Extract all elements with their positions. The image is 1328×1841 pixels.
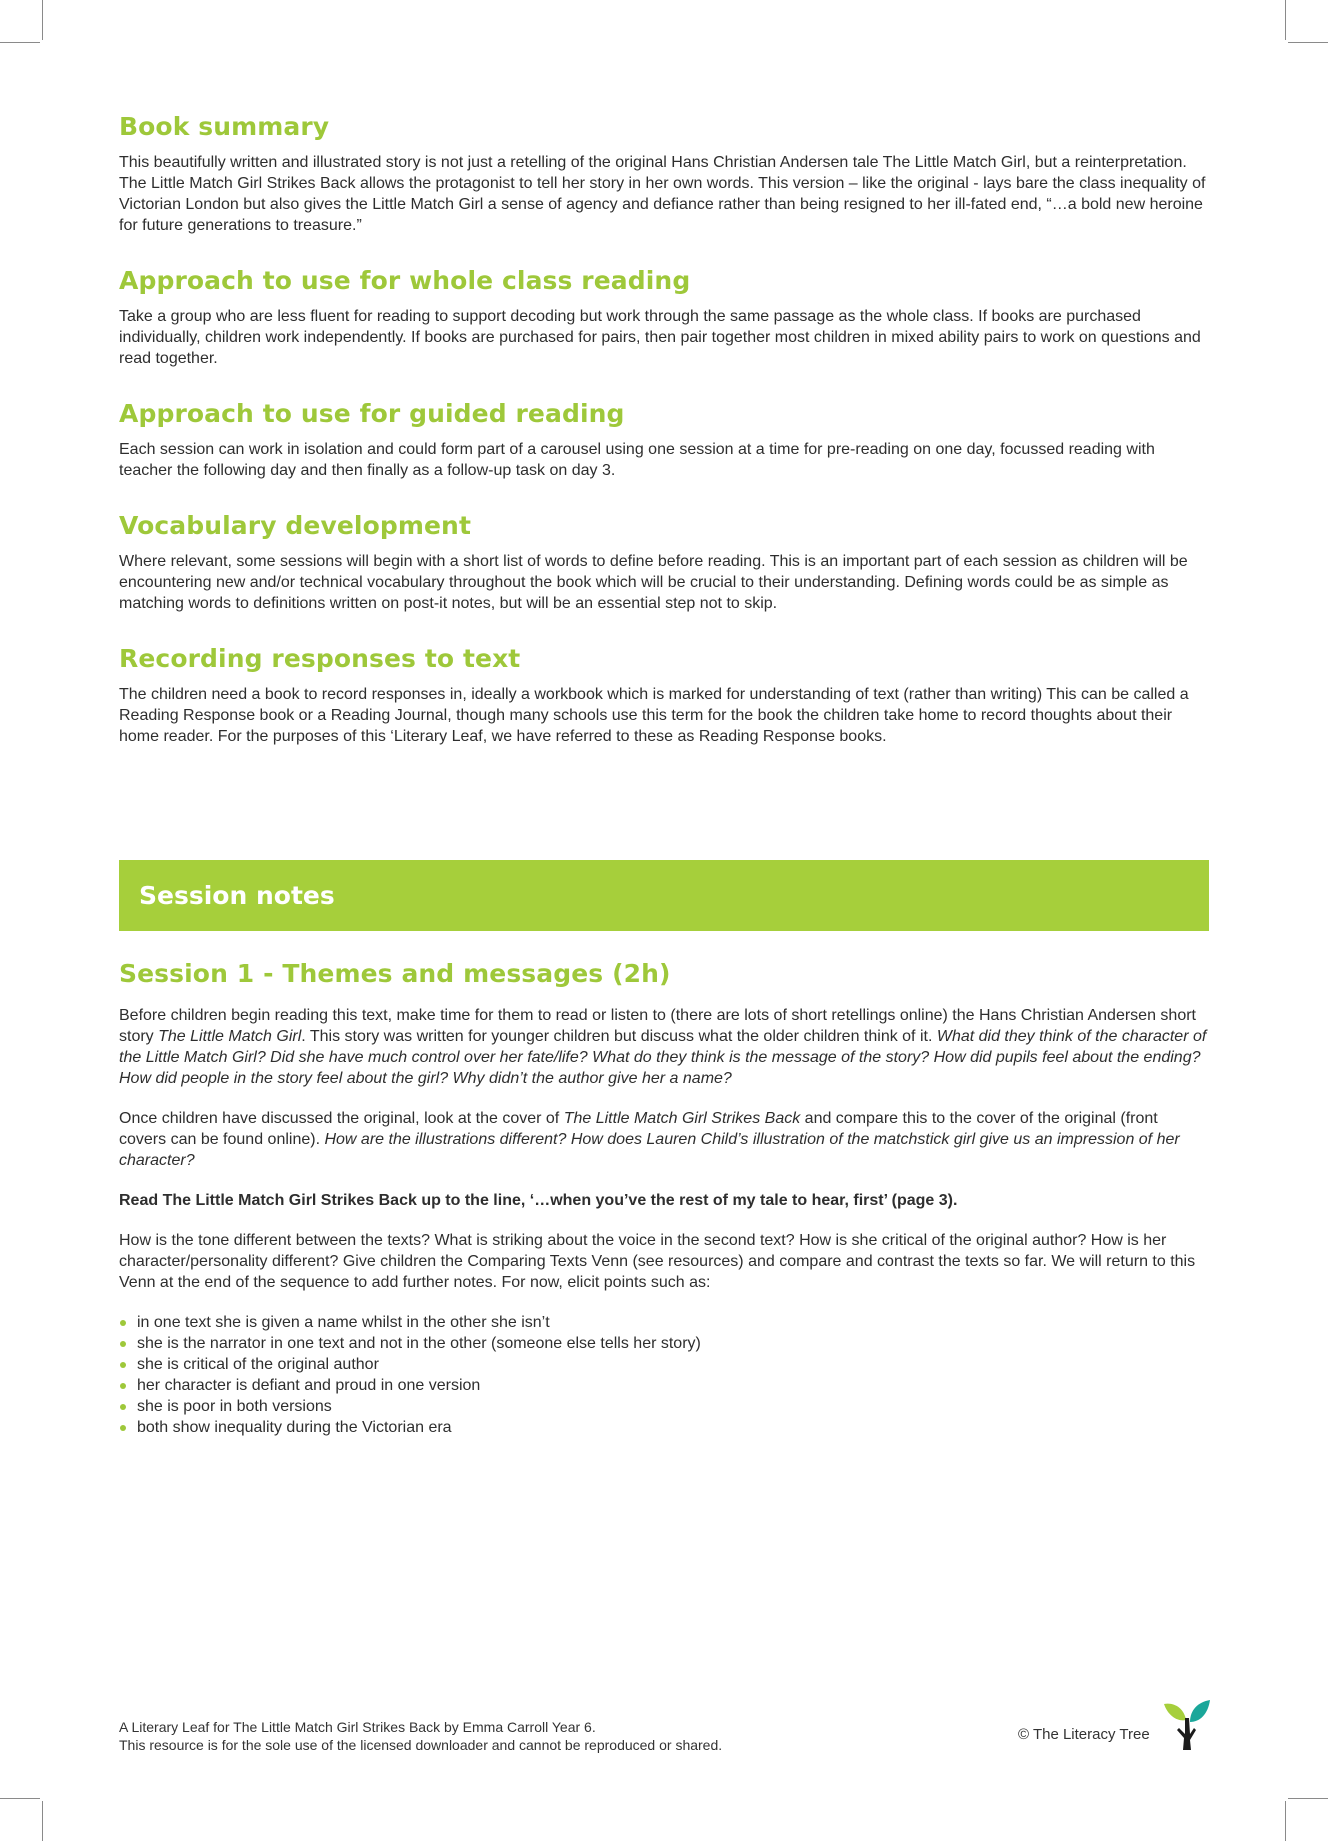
list-item: [119, 1417, 1209, 1438]
question-text: How are the illustrations different? How does Lauren Child’s illustration of the matchstick girl give us an impression of her character?: [119, 1131, 1180, 1169]
list-item: [119, 1375, 1209, 1396]
footer-notice: [119, 1718, 722, 1754]
list-item-text: she is poor in both versions: [137, 1398, 332, 1415]
list-item: [119, 1396, 1209, 1417]
bullet-icon: [120, 1341, 126, 1347]
section-recording-responses: [119, 644, 1209, 747]
session-paragraph: [119, 1005, 1209, 1089]
intro-sections: [119, 112, 1209, 777]
footer-line: This resource is for the sole use of the licensed downloader and cannot be reproduced or shared.: [119, 1737, 723, 1753]
bullet-icon: [120, 1425, 126, 1431]
crop-mark: [1288, 1798, 1328, 1799]
text-run: and compare this to the cover of the original (front covers can be found online).: [119, 1110, 1158, 1148]
section-vocabulary: [119, 511, 1209, 614]
banner-title: Session notes: [139, 881, 335, 910]
bullet-icon: [120, 1404, 126, 1410]
section-heading: Book summary: [119, 112, 330, 141]
question-text: What did they think of the character of the Little Match Girl? Did she have much control over her fate/life? What do they think is the message of the story? How did pupils feel about the ending? How did people in the story feel about the girl? Why didn’t the author give her a name?: [119, 1028, 1207, 1087]
crop-mark: [1285, 0, 1286, 40]
section-text: The children need a book to record responses in, ideally a workbook which is marked for understanding of text (rather than writing) This can be called a Reading Response book or a Reading Journal, though many schools use this term for the book the children take home to record thoughts about their home reader. For the purposes of this ‘Literary Leaf, we have referred to these as Reading Response books.: [119, 686, 1189, 745]
book-title: The Little Match Girl: [158, 1028, 302, 1045]
bullet-icon: [120, 1383, 126, 1389]
list-item-text: in one text she is given a name whilst in the other she isn’t: [137, 1314, 550, 1331]
session-1: [119, 959, 1209, 1438]
list-item-text: her character is defiant and proud in one version: [137, 1377, 481, 1394]
list-item: [119, 1354, 1209, 1375]
crop-mark: [1285, 1801, 1286, 1841]
literacy-tree-logo-icon: [1164, 1700, 1210, 1752]
list-item-text: both show inequality during the Victorian era: [137, 1419, 452, 1436]
text-run: . This story was written for younger children but discuss what the older children think of it.: [301, 1028, 937, 1045]
footer-line: A Literary Leaf for The Little Match Girl Strikes Back by Emma Carroll Year 6.: [119, 1719, 596, 1735]
session-paragraph: How is the tone different between the texts? What is striking about the voice in the second text? How is she critical of the original author? How is her character/personality different? Give children the Comparing Texts Venn (see resources) and compare and contrast the texts so far. We will return to this Venn at the end of the sequence to add further notes. For now, elicit points such as:: [119, 1232, 1196, 1291]
session-heading: Session 1 - Themes and messages (2h): [119, 959, 671, 988]
list-item-text: she is critical of the original author: [137, 1356, 379, 1373]
bullet-icon: [120, 1320, 126, 1326]
crop-mark: [0, 42, 40, 43]
list-item-text: she is the narrator in one text and not in the other (someone else tells her story): [137, 1335, 701, 1352]
crop-mark: [0, 1798, 40, 1799]
list-item: [119, 1333, 1209, 1354]
section-heading: Vocabulary development: [119, 511, 472, 540]
section-text: This beautifully written and illustrated story is not just a retelling of the original Hans Christian Andersen tale The Little Match Girl, but a reinterpretation. The Little Match Girl Strikes Back allows the protagonist to tell her story in her own words. This version – like the original - lays bare the class inequality of Victorian London but also gives the Little Match Girl a sense of agency and defiance rather than being resigned to her ill-fated end, “…a bold new heroine for future generations to treasure.”: [119, 154, 1206, 234]
session-notes-banner: [119, 860, 1209, 931]
section-text: Take a group who are less fluent for reading to support decoding but work through the same passage as the whole class. If books are purchased individually, children work independently. If books are purchased for pairs, then pair together most children in mixed ability pairs to work on questions and read together.: [119, 308, 1201, 367]
list-item: [119, 1312, 1209, 1333]
crop-mark: [1288, 42, 1328, 43]
section-book-summary: [119, 112, 1209, 236]
book-title: The Little Match Girl Strikes Back: [563, 1110, 801, 1127]
bullet-icon: [120, 1362, 126, 1368]
crop-mark: [42, 1801, 43, 1841]
footer-copyright: © The Literacy Tree: [1018, 1726, 1150, 1743]
text-run: Before children begin reading this text, make time for them to read or listen to (there are lots of short retellings online) the Hans Christian Andersen short story: [119, 1007, 1196, 1045]
section-heading: Recording responses to text: [119, 644, 521, 673]
reading-instruction: Read The Little Match Girl Strikes Back up to the line, ‘…when you’ve the rest of my tale to hear, first’ (page 3).: [119, 1192, 958, 1209]
section-text: Each session can work in isolation and could form part of a carousel using one session at a time for pre-reading on one day, focussed reading with teacher the following day and then finally as a follow-up task on day 3.: [119, 441, 1155, 479]
text-run: Once children have discussed the original, look at the cover of: [119, 1110, 564, 1127]
section-heading: Approach to use for whole class reading: [119, 266, 691, 295]
session-paragraph: [119, 1108, 1209, 1171]
crop-mark: [42, 0, 43, 40]
section-text: Where relevant, some sessions will begin with a short list of words to define before reading. This is an important part of each session as children will be encountering new and/or technical vocabulary throughout the book which will be crucial to their understanding. Defining words could be as simple as matching words to definitions written on post-it notes, but will be an essential step not to skip.: [119, 553, 1188, 612]
points-list: [119, 1312, 1209, 1438]
section-guided-reading: [119, 399, 1209, 481]
section-heading: Approach to use for guided reading: [119, 399, 625, 428]
section-whole-class-reading: [119, 266, 1209, 369]
